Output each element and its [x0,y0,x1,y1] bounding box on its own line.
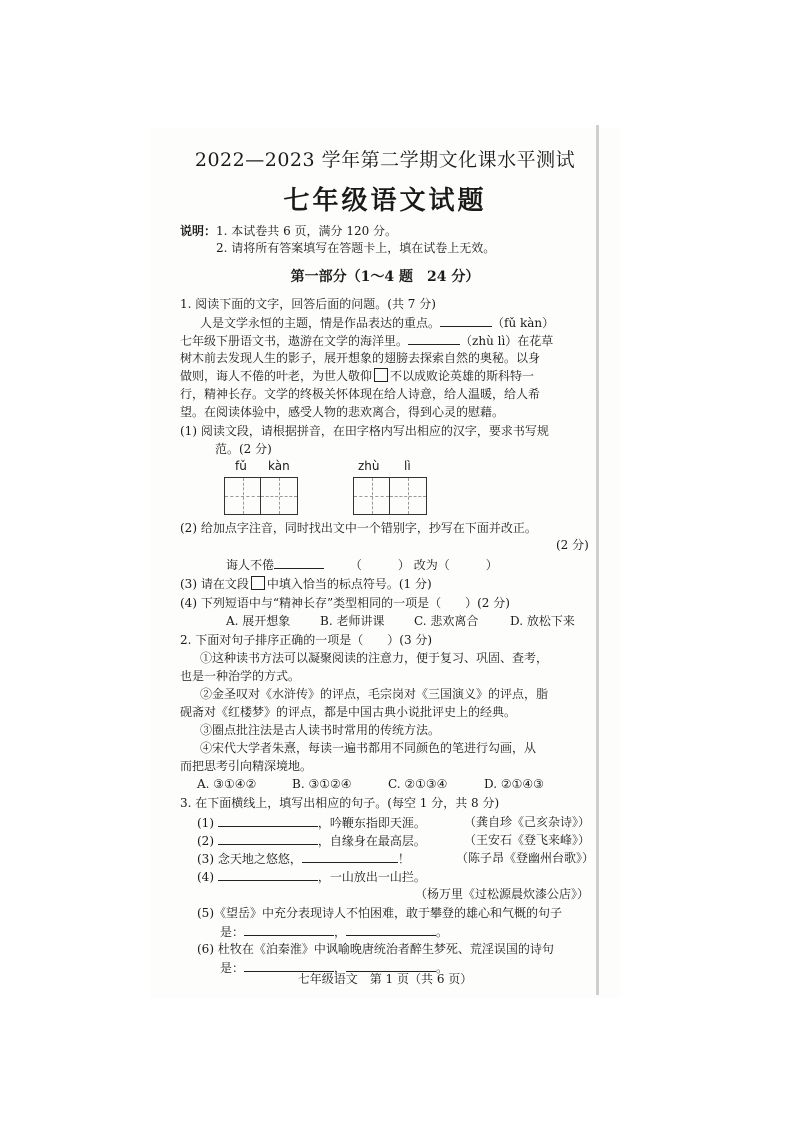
pinyin-zhu: zhù [358,459,380,473]
q1-sub3: (3) 请在文段 中填入恰当的标点符号。(1 分) [180,577,432,591]
q1-sub1-cont: 范。(2 分) [215,442,272,456]
q2-stem: 2. 下面对句子排序正确的一项是（ ）(3 分) [180,633,433,647]
q1-sub2: (2) 给加点字注音，同时找出文中一个错别字，抄写在下面并改正。 [180,521,537,535]
q2-option-d: D. ②①④③ [484,777,544,791]
section-title: 第一部分（1～4 题 24 分） [290,269,480,285]
exam-subtitle: 七年级语文试题 [283,186,487,216]
q2-sentence: ②金圣叹对《水浒传》的评点，毛宗岗对《三国演义》的评点，脂 [200,687,549,701]
q3-item-4: (4) ，一山放出一山拦。 [197,870,426,884]
q3-item-6-answer: 是： ， 。 [220,961,449,975]
tianzige-grid-2[interactable] [353,477,427,515]
exam-title: 2022—2023 学年第二学期文化课水平测试 [194,149,576,171]
q2-option-b: B. ③①②④ [292,777,352,791]
q1-passage-line: 做则，诲人不倦的叶老，为世人敬仰 不以成败论英雄的斯科特一 [180,369,535,383]
q1-sub2-answer: 诲人不倦 （ ） 改为（ ） [226,558,498,572]
q1-sub4: (4) 下列短语中与“精神长存”类型相同的一项是（ ）(2 分) [180,596,510,610]
q3-item-5: (5)《望岳》中充分表现诗人不怕困难，敢于攀登的雄心和气概的句子 [197,906,563,920]
punctuation-box [374,368,388,382]
q1-passage-line: 人是文学永恒的主题，情是作品表达的重点。 （fǔ kàn） [200,316,555,330]
q3-source-4: （杨万里《过松源晨炊漆公店》） [415,887,590,901]
page-footer: 七年级语文 第 1 页（共 6 页） [297,972,473,986]
q3-item-3: (3) 念天地之悠悠， ！ [197,852,410,866]
note-2: 2. 请将所有答案填写在答题卡上，填在试卷上无效。 [216,241,496,255]
q2-sentence: ④宋代大学者朱熹，每读一遍书都用不同颜色的笔进行勾画，从 [200,741,537,755]
q1-passage-line: 七年级下册语文书，遨游在文学的海洋里。 （zhù lì）在花草 [180,334,554,348]
q2-option-a: A. ③①④② [197,777,257,791]
q1-passage-line: 树木前去发现人生的影子，展开想象的翅膀去探索自然的奥秘。以身 [180,351,541,365]
q2-sentence: 而把思考引向精深境地。 [180,759,313,773]
q3-source-3: （陈子昂《登幽州台歌》） [456,851,595,865]
q1-option-c: C. 悲欢离合 [414,614,479,628]
q3-item-2: (2) ，自缘身在最高层。 [197,834,426,848]
q1-stem: 1. 阅读下面的文字，回答后面的问题。(共 7 分) [180,297,436,311]
q1-passage-line: 望。在阅读体验中，感受人物的悲欢离合，得到心灵的慰藉。 [180,405,505,419]
q2-sentence: ③圈点批注法是古人读书时常用的传统方法。 [200,723,441,737]
q1-option-b: B. 老师讲课 [320,614,385,628]
q2-option-c: C. ②①③④ [388,777,448,791]
q3-item-5-answer: 是： ， 。 [220,925,449,939]
q3-source-2: （王安石《登飞来峰》） [464,833,591,847]
tianzige-grid-1[interactable] [224,477,298,515]
q2-sentence: 砚斋对《红楼梦》的评点，都是中国古典小说批评史上的经典。 [180,705,517,719]
q1-passage-line: 行，精神长存。文学的终极关怀体现在给人诗意，给人温暖，给人希 [180,387,541,401]
q1-option-d: D. 放松下来 [510,614,575,628]
q3-source-1: （龚自珍《己亥杂诗》） [464,815,591,829]
q1-option-a: A. 展开想象 [226,614,291,628]
punctuation-box [251,576,265,590]
pinyin-kan: kàn [268,459,290,473]
note-1: 1. 本试卷共 6 页，满分 120 分。 [216,224,398,238]
notes-label: 说明： [180,224,217,238]
q2-sentence: ①这种读书方法可以凝聚阅读的注意力，便于复习、巩固、查考， [200,651,549,665]
q2-sentence: 也是一种治学的方式。 [180,669,301,683]
pinyin-fu: fǔ [235,459,247,473]
pinyin-li: lì [404,459,411,473]
q3-item-1: (1) ，吟鞭东指即天涯。 [197,816,426,830]
q1-sub1: (1) 阅读文段，请根据拼音，在田字格内写出相应的汉字，要求书写规 [180,424,549,438]
q1-sub2-score: (2 分) [556,538,589,552]
q3-item-6: (6) 杜牧在《泊秦淮》中讽喻晚唐统治者醉生梦死、荒淫误国的诗句 [197,942,554,956]
binding-line [596,125,599,995]
q3-stem: 3. 在下面横线上，填写出相应的句子。(每空 1 分，共 8 分) [180,796,500,810]
